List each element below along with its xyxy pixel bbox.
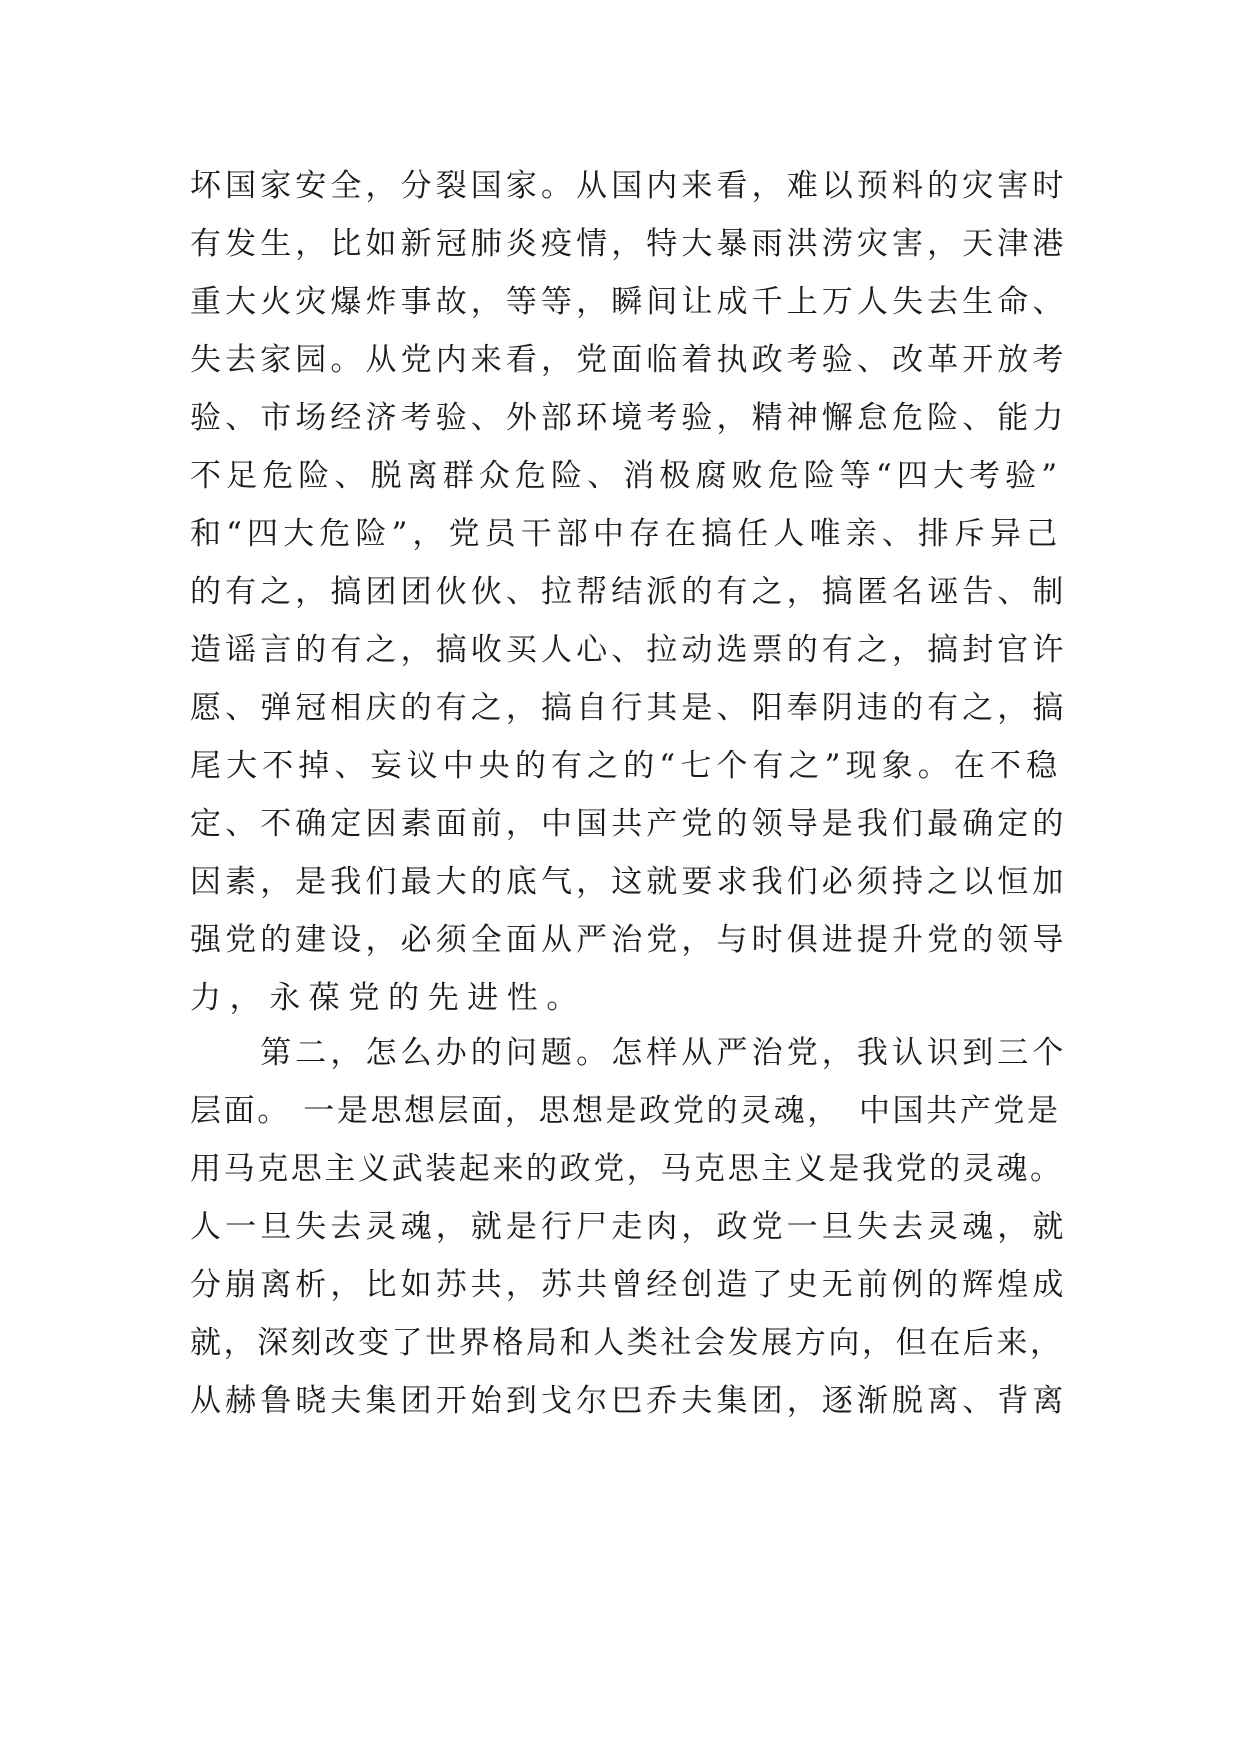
text-line: 第二，怎么办的问题。怎样从严治党，我认识到三个: [190, 1035, 1068, 1071]
text-line: 用马克思主义武装起来的政党，马克思主义是我党的灵魂。: [190, 1151, 1064, 1187]
text-line: 力，永葆党的先进性。: [190, 980, 586, 1016]
text-line: 尾大不掉、妄议中央的有之的“七个有之”现象。在不稳: [190, 748, 1063, 784]
text-line: 从赫鲁晓夫集团开始到戈尔巴乔夫集团，逐渐脱离、背离: [190, 1383, 1068, 1419]
text-line: 定、不确定因素面前，中国共产党的领导是我们最确定的: [190, 806, 1068, 842]
body-paragraph: [190, 157, 1070, 1027]
text-line: 造谣言的有之，搞收买人心、拉动选票的有之，搞封官许: [190, 632, 1068, 668]
text-line: 坏国家安全，分裂国家。从国内来看，难以预料的灾害时: [190, 168, 1068, 204]
body-paragraph: [190, 1024, 1070, 1430]
text-line: 层面。 一是思想层面，思想是政党的灵魂， 中国共产党是: [190, 1093, 1061, 1129]
text-line: 的有之，搞团团伙伙、拉帮结派的有之，搞匿名诬告、制: [190, 574, 1068, 610]
text-line: 重大火灾爆炸事故，等等，瞬间让成千上万人失去生命、: [190, 284, 1068, 320]
text-line: 验、市场经济考验、外部环境考验，精神懈怠危险、能力: [190, 400, 1068, 436]
text-line: 分崩离析，比如苏共，苏共曾经创造了史无前例的辉煌成: [190, 1267, 1068, 1303]
text-line: 强党的建设，必须全面从严治党，与时俱进提升党的领导: [190, 922, 1068, 958]
text-line: 愿、弹冠相庆的有之，搞自行其是、阳奉阴违的有之，搞: [190, 690, 1068, 726]
text-line: 不足危险、脱离群众危险、消极腐败危险等“四大考验”: [190, 458, 1063, 494]
text-line: 有发生，比如新冠肺炎疫情，特大暴雨洪涝灾害，天津港: [190, 226, 1068, 262]
text-line: 就，深刻改变了世界格局和人类社会发展方向，但在后来，: [190, 1325, 1064, 1361]
text-line: 人一旦失去灵魂，就是行尸走肉，政党一旦失去灵魂，就: [190, 1209, 1068, 1245]
text-line: 和“四大危险”，党员干部中存在搞任人唯亲、排斥异己: [190, 516, 1063, 552]
text-line: 因素，是我们最大的底气，这就要求我们必须持之以恒加: [190, 864, 1068, 900]
text-line: 失去家园。从党内来看，党面临着执政考验、改革开放考: [190, 342, 1068, 378]
